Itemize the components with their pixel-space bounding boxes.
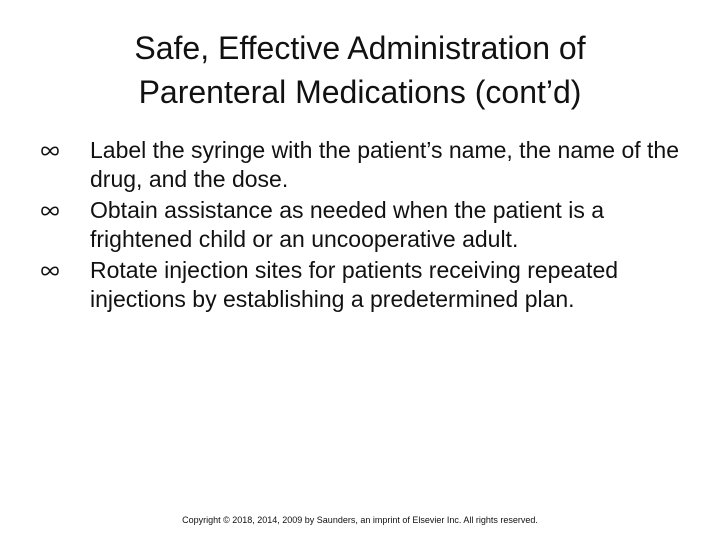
bullet-text: Obtain assistance as needed when the patient is a frightened child or an uncooperative adult. [90,197,605,252]
infinity-icon [40,204,60,218]
bullet-item [40,256,680,314]
bullet-item [40,196,680,254]
copyright-footer: Copyright © 2018, 2014, 2009 by Saunders, an imprint of Elsevier Inc. All rights reserved. [182,515,538,525]
title-line-2: Parenteral Medications (cont’d) [138,74,582,110]
title-line-1: Safe, Effective Administration of [134,30,586,66]
bullet-text: Label the syringe with the patient’s name, the name of the drug, and the dose. [90,137,680,192]
bullet-list [40,136,680,316]
infinity-icon [40,264,60,278]
infinity-icon [40,144,60,158]
bullet-item [40,136,680,194]
bullet-text: Rotate injection sites for patients receiving repeated injections by establishing a predetermined plan. [90,257,619,312]
slide-title [60,26,660,114]
